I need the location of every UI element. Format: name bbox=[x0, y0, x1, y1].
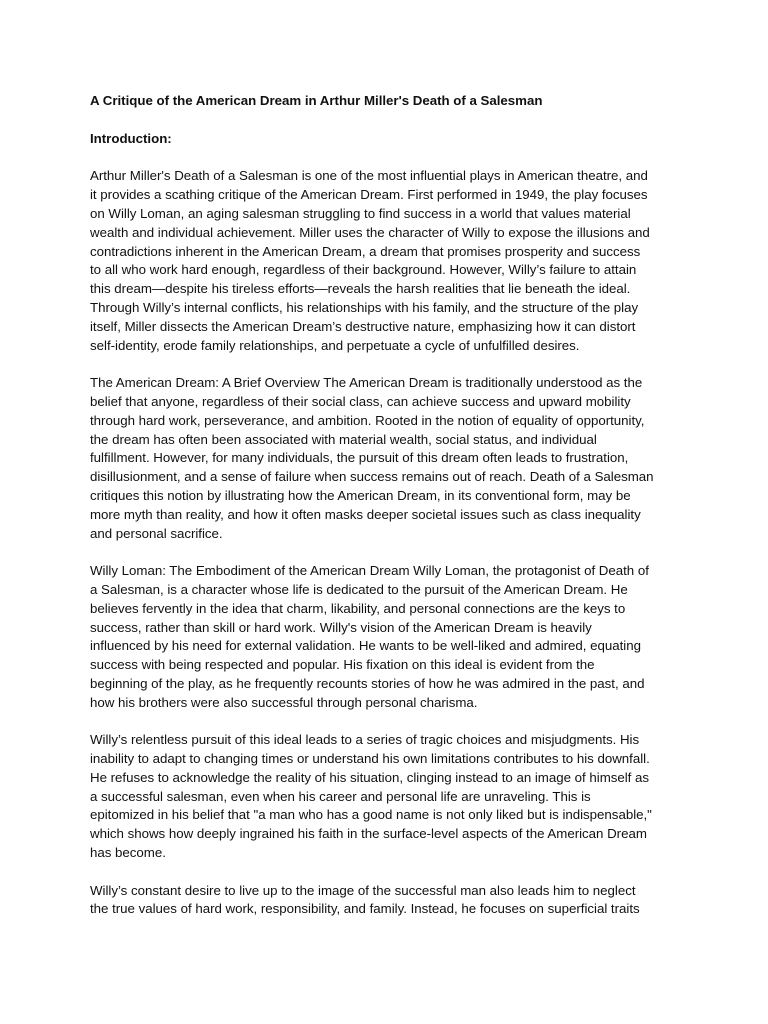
paragraph-willy-relentless-pursuit bbox=[90, 731, 682, 863]
text-line: He refuses to acknowledge the reality of his situation, clinging instead to an image of himself as bbox=[90, 769, 650, 785]
text-line: and personal sacrifice. bbox=[90, 525, 223, 541]
paragraph-willy-loman-embodiment bbox=[90, 562, 682, 712]
document-title: A Critique of the American Dream in Arthur Miller's Death of a Salesman bbox=[90, 93, 543, 108]
text-line: this dream—despite his tireless efforts—reveals the harsh realities that lie beneath the ideal. bbox=[90, 281, 631, 297]
text-line: epitomized in his belief that "a man who has a good name is not only liked but is indispensable," bbox=[90, 807, 652, 823]
paragraph-introduction bbox=[90, 167, 682, 355]
text-line: Arthur Miller's Death of a Salesman is one of the most influential plays in American theatre, and bbox=[90, 168, 648, 184]
text-line: The American Dream: A Brief Overview The American Dream is traditionally understood as the bbox=[90, 375, 643, 391]
text-line: Willy’s relentless pursuit of this ideal leads to a series of tragic choices and misjudgments. His bbox=[90, 732, 640, 748]
text-line: self-identity, erode family relationships, and perpetuate a cycle of unfulfilled desires. bbox=[90, 337, 580, 353]
text-line: it provides a scathing critique of the American Dream. First performed in 1949, the play focuses bbox=[90, 187, 648, 203]
text-line: which shows how deeply ingrained his faith in the surface-level aspects of the American Dream bbox=[90, 826, 647, 842]
text-line: believes fervently in the idea that charm, likability, and personal connections are the keys to bbox=[90, 600, 626, 616]
text-line: the true values of hard work, responsibility, and family. Instead, he focuses on superficial traits bbox=[90, 901, 640, 917]
text-line: a successful salesman, even when his career and personal life are unraveling. This is bbox=[90, 788, 591, 804]
text-line: beginning of the play, as he frequently recounts stories of how he was admired in the past, and bbox=[90, 675, 645, 691]
text-line: a Salesman, is a character whose life is dedicated to the pursuit of the American Dream. He bbox=[90, 581, 628, 597]
text-line: more myth than reality, and how it often masks deeper societal issues such as class inequality bbox=[90, 506, 641, 522]
text-line: influenced by his need for external validation. He wants to be well-liked and admired, equating bbox=[90, 638, 641, 654]
text-line: wealth and individual achievement. Miller uses the character of Willy to expose the illusions and bbox=[90, 224, 650, 240]
text-line: has become. bbox=[90, 845, 166, 861]
text-line: itself, Miller dissects the American Dream’s destructive nature, emphasizing how it can distort bbox=[90, 318, 636, 334]
text-line: belief that anyone, regardless of their social class, can achieve success and upward mobility bbox=[90, 393, 631, 409]
text-line: success, rather than skill or hard work. Willy's vision of the American Dream is heavily bbox=[90, 619, 592, 635]
text-line: contradictions inherent in the American Dream, a dream that promises prosperity and success bbox=[90, 243, 641, 259]
text-line: Willy’s constant desire to live up to the image of the successful man also leads him to neglect bbox=[90, 882, 636, 898]
document-body bbox=[90, 92, 682, 919]
text-line: the dream has often been associated with material wealth, social status, and individual bbox=[90, 431, 597, 447]
text-line: on Willy Loman, an aging salesman struggling to find success in a world that values material bbox=[90, 205, 631, 221]
paragraph-american-dream-overview bbox=[90, 374, 682, 543]
text-line: Through Willy’s internal conflicts, his relationships with his family, and the structure of the play bbox=[90, 299, 639, 315]
text-line: Willy Loman: The Embodiment of the American Dream Willy Loman, the protagonist of Death of bbox=[90, 563, 649, 579]
paragraph-willy-constant-desire bbox=[90, 882, 682, 920]
text-line: disillusionment, and a sense of failure when success remains out of reach. Death of a Salesman bbox=[90, 469, 654, 485]
text-line: inability to adapt to changing times or understand his own limitations contributes to his downfall. bbox=[90, 751, 650, 767]
introduction-heading: Introduction: bbox=[90, 130, 172, 146]
text-line: to all who work hard enough, regardless of their background. However, Willy’s failure to attain bbox=[90, 262, 637, 278]
text-line: fulfillment. However, for many individuals, the pursuit of this dream often leads to frustration, bbox=[90, 450, 629, 466]
text-line: how his brothers were also successful through personal charisma. bbox=[90, 694, 478, 710]
text-line: success with being respected and popular. His fixation on this ideal is evident from the bbox=[90, 657, 595, 673]
text-line: through hard work, perseverance, and ambition. Rooted in the notion of equality of opportunity, bbox=[90, 412, 645, 428]
text-line: critiques this notion by illustrating how the American Dream, in its conventional form, may be bbox=[90, 487, 631, 503]
